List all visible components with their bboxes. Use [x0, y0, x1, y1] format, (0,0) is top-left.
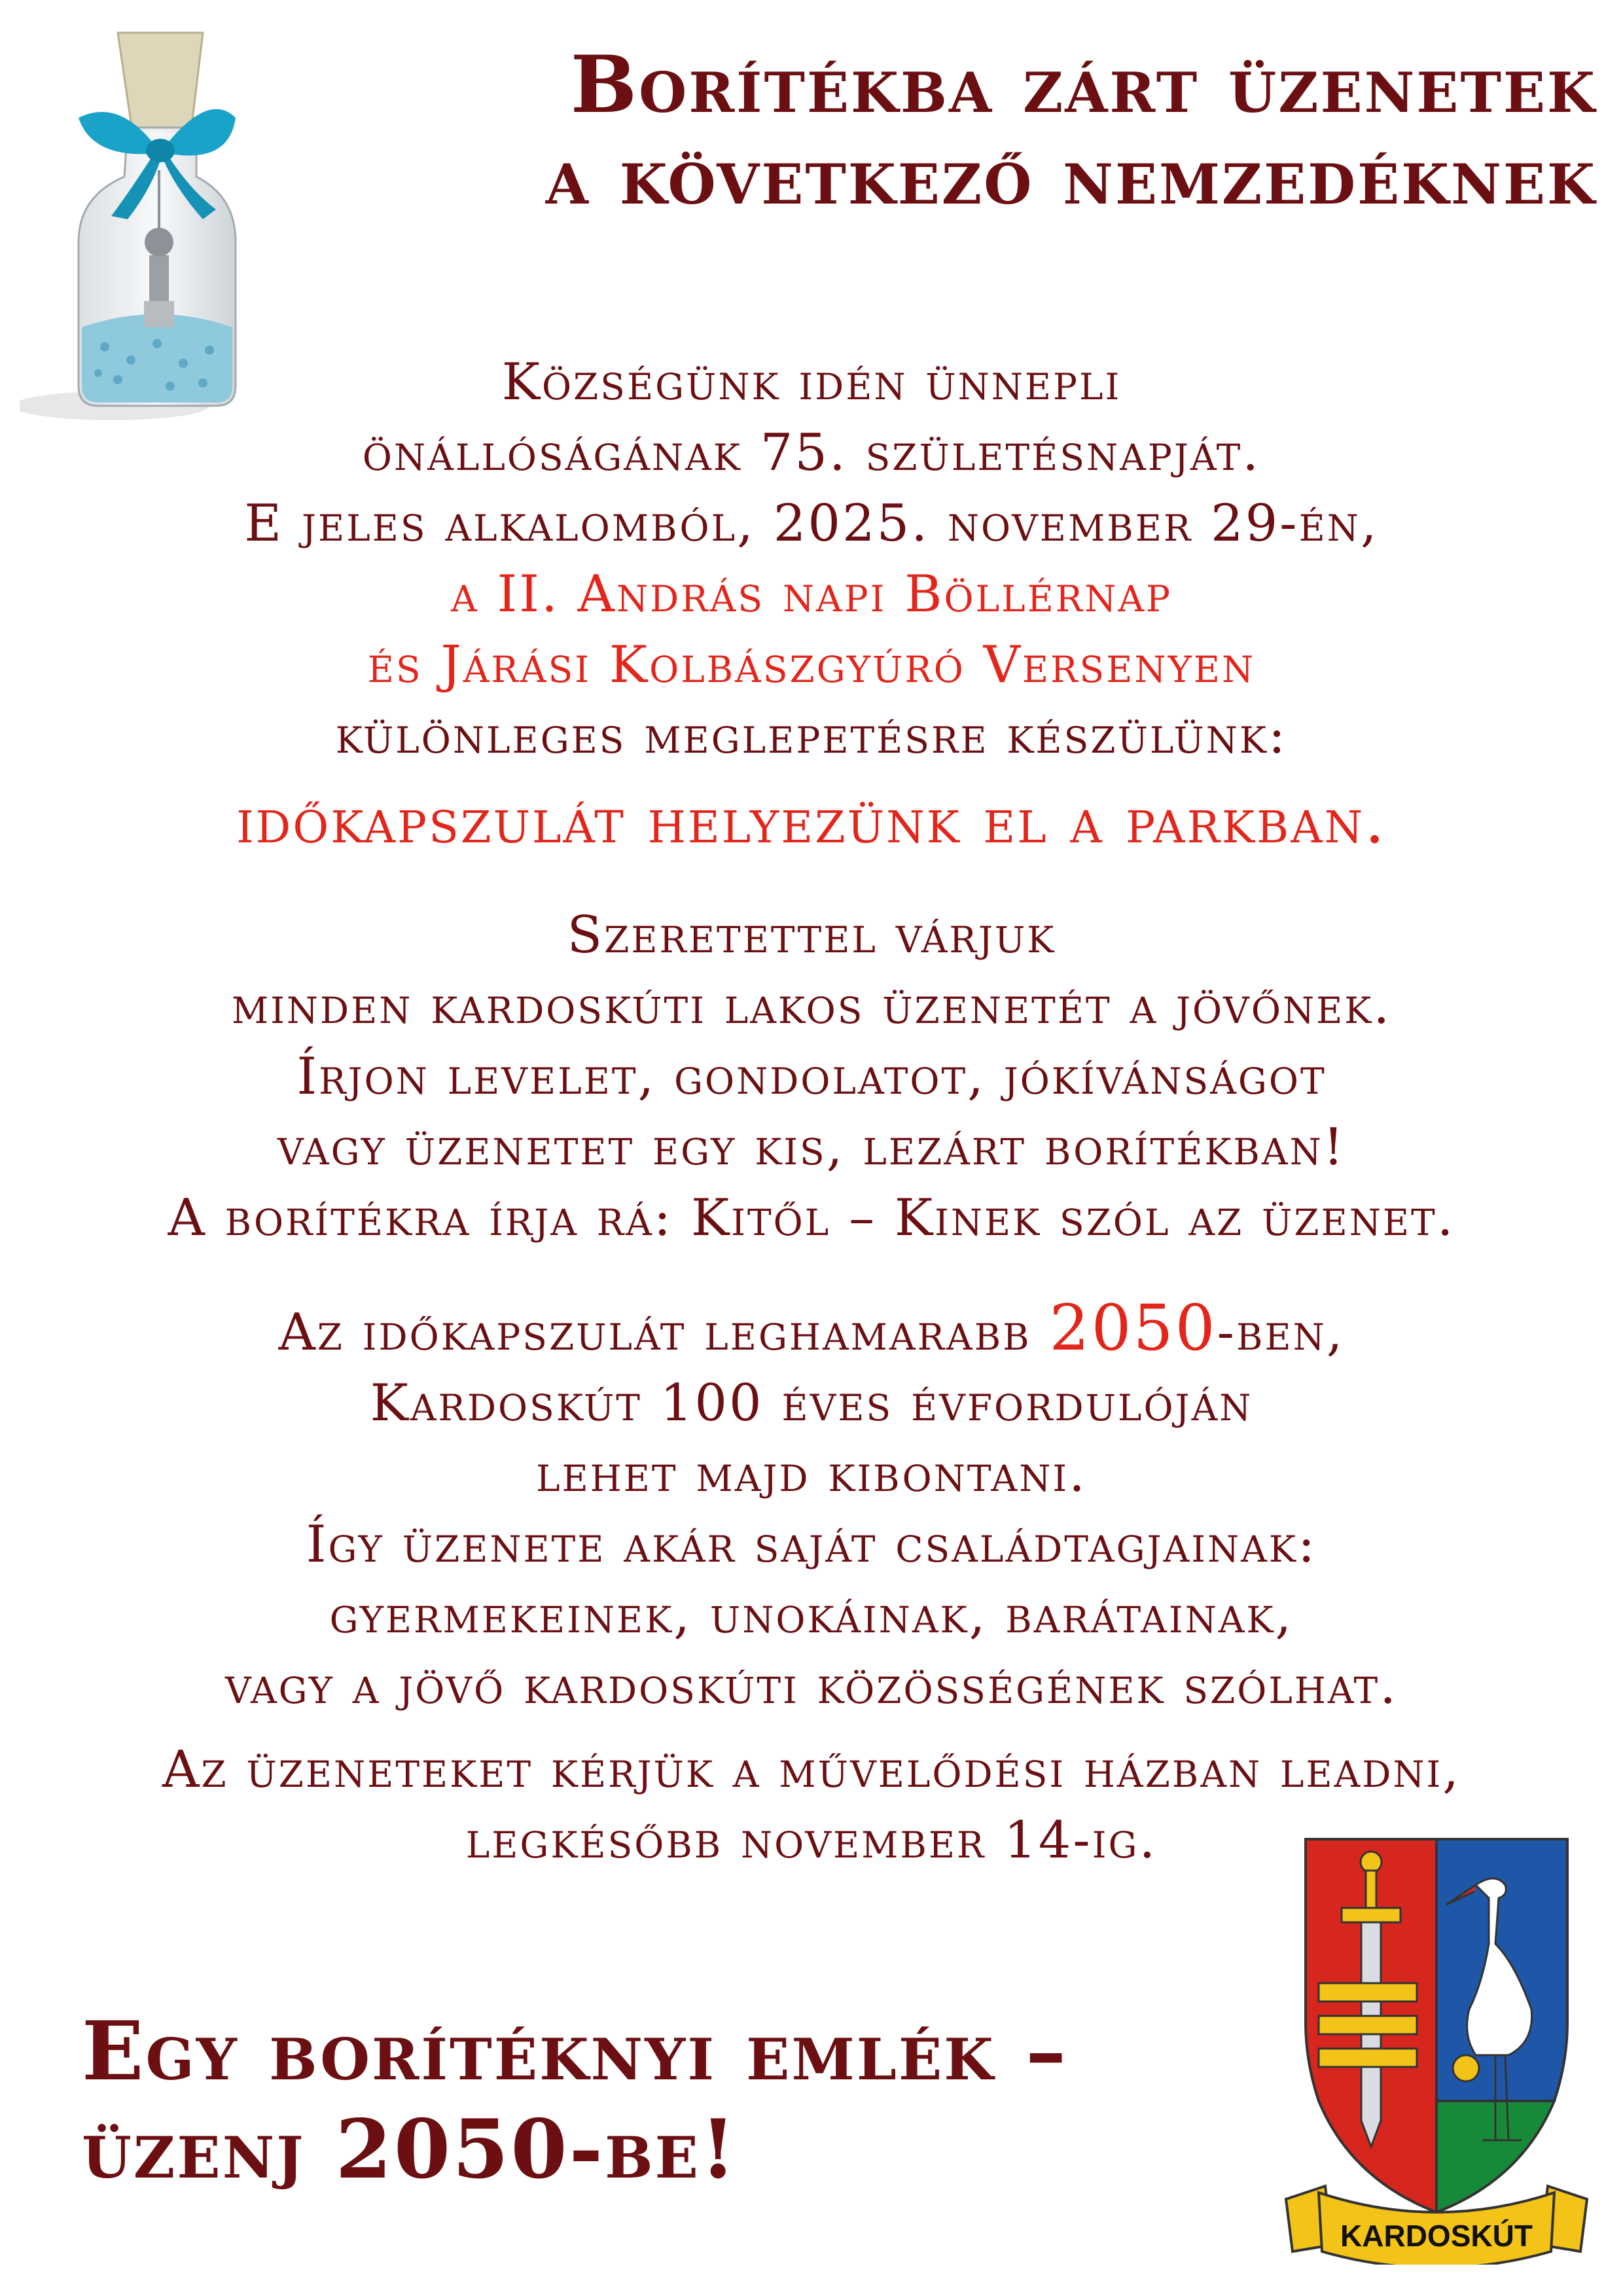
deadline-line-1: Az üzeneteket kérjük a művelődési házban leadni,	[162, 1740, 1461, 1799]
capsule-line-4: Így üzenete akár saját családtagjainak:	[306, 1515, 1317, 1574]
capsule-info-block	[26, 1293, 1597, 1721]
title-line-1: Borítékba zárt üzenetek	[570, 39, 1597, 131]
poster-title	[236, 39, 1597, 223]
slogan	[82, 2003, 1260, 2199]
intro-line-3: E jeles alkalomból, 2025. november 29-én,	[244, 494, 1379, 553]
highlight-announcement: időkapszulát helyezünk el a parkban.	[236, 784, 1387, 857]
capsule-line-3: lehet majd kibontani.	[536, 1444, 1087, 1503]
invite-line-2: minden kardoskúti lakos üzenetét a jövőnek.	[231, 977, 1392, 1035]
capsule-line-2: Kardoskút 100 éves évfordulóján	[370, 1374, 1253, 1433]
intro-line-2: önállóságának 75. születésnapját.	[362, 423, 1261, 482]
intro-line-4: különleges meglepetésre készülünk:	[335, 706, 1288, 765]
capsule-line-1	[26, 1293, 1597, 1368]
event-name-line-2: és Járási Kolbászgyúró Versenyen	[367, 636, 1256, 694]
title-line-2: a következő nemzedéknek	[545, 130, 1597, 223]
kardoskut-coat-of-arms	[1279, 1813, 1594, 2265]
invite-line-5: A borítékra írja rá: Kitől – Kinek szól az üzenet.	[168, 1189, 1455, 1247]
invite-line-4: vagy üzenetet egy kis, lezárt borítékban!	[277, 1118, 1346, 1177]
event-name-line-1: a II. András napi Böllérnap	[450, 565, 1173, 624]
capsule-line-1-pre: Az időkapszulát leghamarabb	[278, 1303, 1050, 1362]
invite-line-3: Írjon levelet, gondolatot, jókívánságot	[296, 1047, 1327, 1106]
capsule-line-6: vagy a jövő kardoskúti közösségének szólhat.	[224, 1657, 1399, 1715]
capsule-year: 2050	[1049, 1291, 1217, 1365]
invitation-block	[26, 900, 1597, 1253]
deadline-line-2: legkésőbb november 14-ig.	[465, 1811, 1158, 1870]
slogan-line-2: üzenj 2050-be!	[82, 2102, 738, 2197]
intro-block	[26, 347, 1597, 867]
slogan-line-1: Egy borítéknyi emlék –	[82, 2004, 1069, 2099]
capsule-line-5: gyermekeinek, unokáinak, barátainak,	[329, 1586, 1294, 1645]
gold-stone-icon	[1453, 2055, 1479, 2081]
capsule-line-1-post: -ben,	[1217, 1303, 1345, 1362]
invite-line-1: Szeretettel várjuk	[567, 906, 1056, 965]
intro-line-1: Községünk idén ünnepli	[501, 353, 1122, 412]
banner-text: KARDOSKÚT	[1340, 2219, 1533, 2253]
